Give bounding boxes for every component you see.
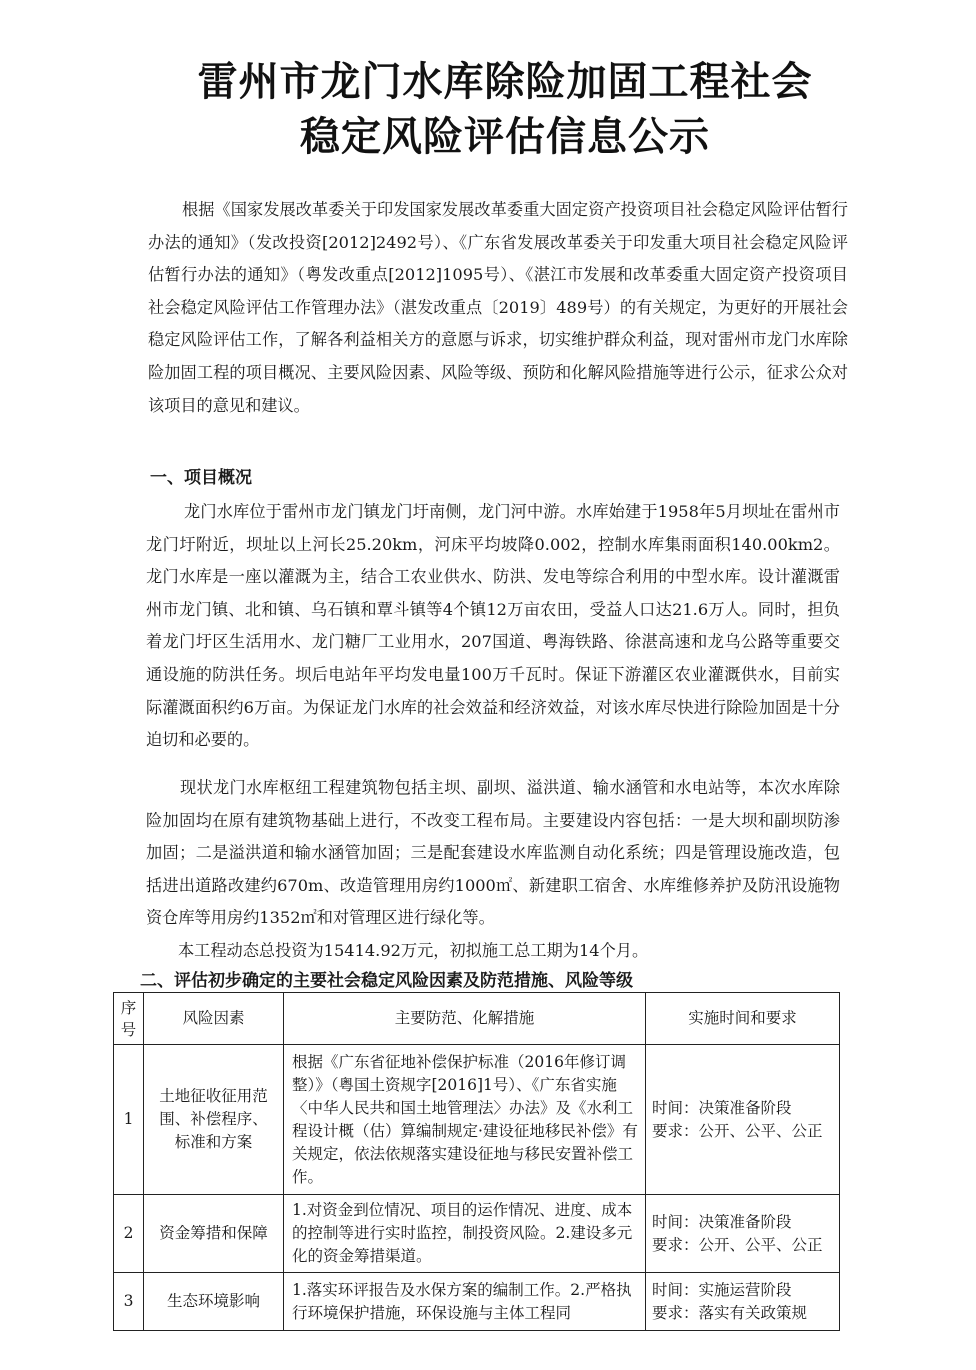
row-time: [646, 1045, 840, 1195]
table-row: [114, 1273, 840, 1331]
section1-heading: 一、项目概况: [150, 468, 252, 488]
row-measures: 根据《广东省征地补偿保护标准（2016年修订调整）》（粤国土资规字[2016]1号）、《广东省实施〈中华人民共和国土地管理法〉办法》及《水利工程设计概（估）算编制规定·建设征地移民补偿》有关规定，依法依规落实建设征地与移民安置补偿工作。: [284, 1045, 646, 1195]
row-time-period: 时间：决策准备阶段: [652, 1098, 792, 1117]
intro-paragraph: 根据《国家发展改革委关于印发国家发展改革委重大固定资产投资项目社会稳定风险评估暂行办法的通知》（发改投资[2012]2492号）、《广东省发展改革委关于印发重大项目社会稳定风险评估暂行办法的通知》（粤发改重点[2012]1095号）、《湛江市发展和改革委重大固定资产投资项目社会稳定风险评估工作管理办法》（湛发改重点〔2019〕489号）的有关规定，为更好的开展社会稳定风险评估工作，了解各利益相关方的意愿与诉求，切实维护群众利益，现对雷州市龙门水库除险加固工程的项目概况、主要风险因素、风险等级、预防和化解风险措施等进行公示，征求公众对该项目的意见和建议。: [148, 200, 848, 415]
row-time-period: 时间：实施运营阶段: [652, 1280, 792, 1299]
row-no: 2: [114, 1195, 144, 1273]
row-no: 3: [114, 1273, 144, 1331]
header-time: 实施时间和要求: [646, 993, 840, 1045]
row-time-requirement: 要求：公开、公平、公正: [652, 1235, 823, 1254]
header-factor: 风险因素: [144, 993, 284, 1045]
section1-paragraph1: 龙门水库位于雷州市龙门镇龙门圩南侧，龙门河中游。水库始建于1958年5月坝址在雷州市龙门圩附近，坝址以上河长25.20km，河床平均坡降0.002，控制水库集雨面积140.00km2。龙门水库是一座以灌溉为主，结合工农业供水、防洪、发电等综合利用的中型水库。设计灌溉雷州市龙门镇、北和镇、乌石镇和覃斗镇等4个镇12万亩农田，受益人口达21.6万人。同时，担负着龙门圩区生活用水、龙门糖厂工业用水，207国道、粤海铁路、徐湛高速和龙乌公路等重要交通设施的防洪任务。坝后电站年平均发电量100万千瓦时。保证下游灌区农业灌溉供水，目前实际灌溉面积约6万亩。为保证龙门水库的社会效益和经济效益，对该水库尽快进行除险加固是十分迫切和必要的。: [146, 502, 840, 750]
row-factor: 土地征收征用范围、补偿程序、标准和方案: [144, 1045, 284, 1195]
row-measures: 1.落实环评报告及水保方案的编制工作。2.严格执行环境保护措施，环保设施与主体工程同: [284, 1273, 646, 1331]
row-time: [646, 1195, 840, 1273]
table-row: [114, 1195, 840, 1273]
page-title-line1: 雷州市龙门水库除险加固工程社会: [197, 59, 813, 105]
row-time-requirement: 要求：公开、公平、公正: [652, 1121, 823, 1140]
row-time-requirement: 要求：落实有关政策规: [652, 1303, 808, 1322]
header-measures: 主要防范、化解措施: [284, 993, 646, 1045]
section1-paragraph2: 现状龙门水库枢纽工程建筑物包括主坝、副坝、溢洪道、输水涵管和水电站等，本次水库除险加固均在原有建筑物基础上进行，不改变工程布局。主要建设内容包括：一是大坝和副坝防渗加固；二是溢洪道和输水涵管加固；三是配套建设水库监测自动化系统；四是管理设施改造，包括进出道路改建约670m、改造管理用房约1000㎡、新建职工宿舍、水库维修养护及防汛设施物资仓库等用房约1352㎡和对管理区进行绿化等。: [146, 778, 840, 928]
row-no: 1: [114, 1045, 144, 1195]
row-factor: 资金筹措和保障: [144, 1195, 284, 1273]
row-time-period: 时间：决策准备阶段: [652, 1212, 792, 1231]
row-factor: 生态环境影响: [144, 1273, 284, 1331]
section2-heading: 二、评估初步确定的主要社会稳定风险因素及防范措施、风险等级: [140, 971, 633, 991]
header-no: 序号: [114, 993, 144, 1045]
risk-table: [113, 992, 840, 1331]
row-time: [646, 1273, 840, 1331]
table-header-row: [114, 993, 840, 1045]
section1-paragraph3: 本工程动态总投资为15414.92万元，初拟施工总工期为14个月。: [178, 941, 649, 960]
row-measures: 1.对资金到位情况、项目的运作情况、进度、成本的控制等进行实时监控，制投资风险。2.建设多元化的资金筹措渠道。: [284, 1195, 646, 1273]
page-title-line2: 稳定风险评估信息公示: [300, 114, 710, 160]
table-row: [114, 1045, 840, 1195]
